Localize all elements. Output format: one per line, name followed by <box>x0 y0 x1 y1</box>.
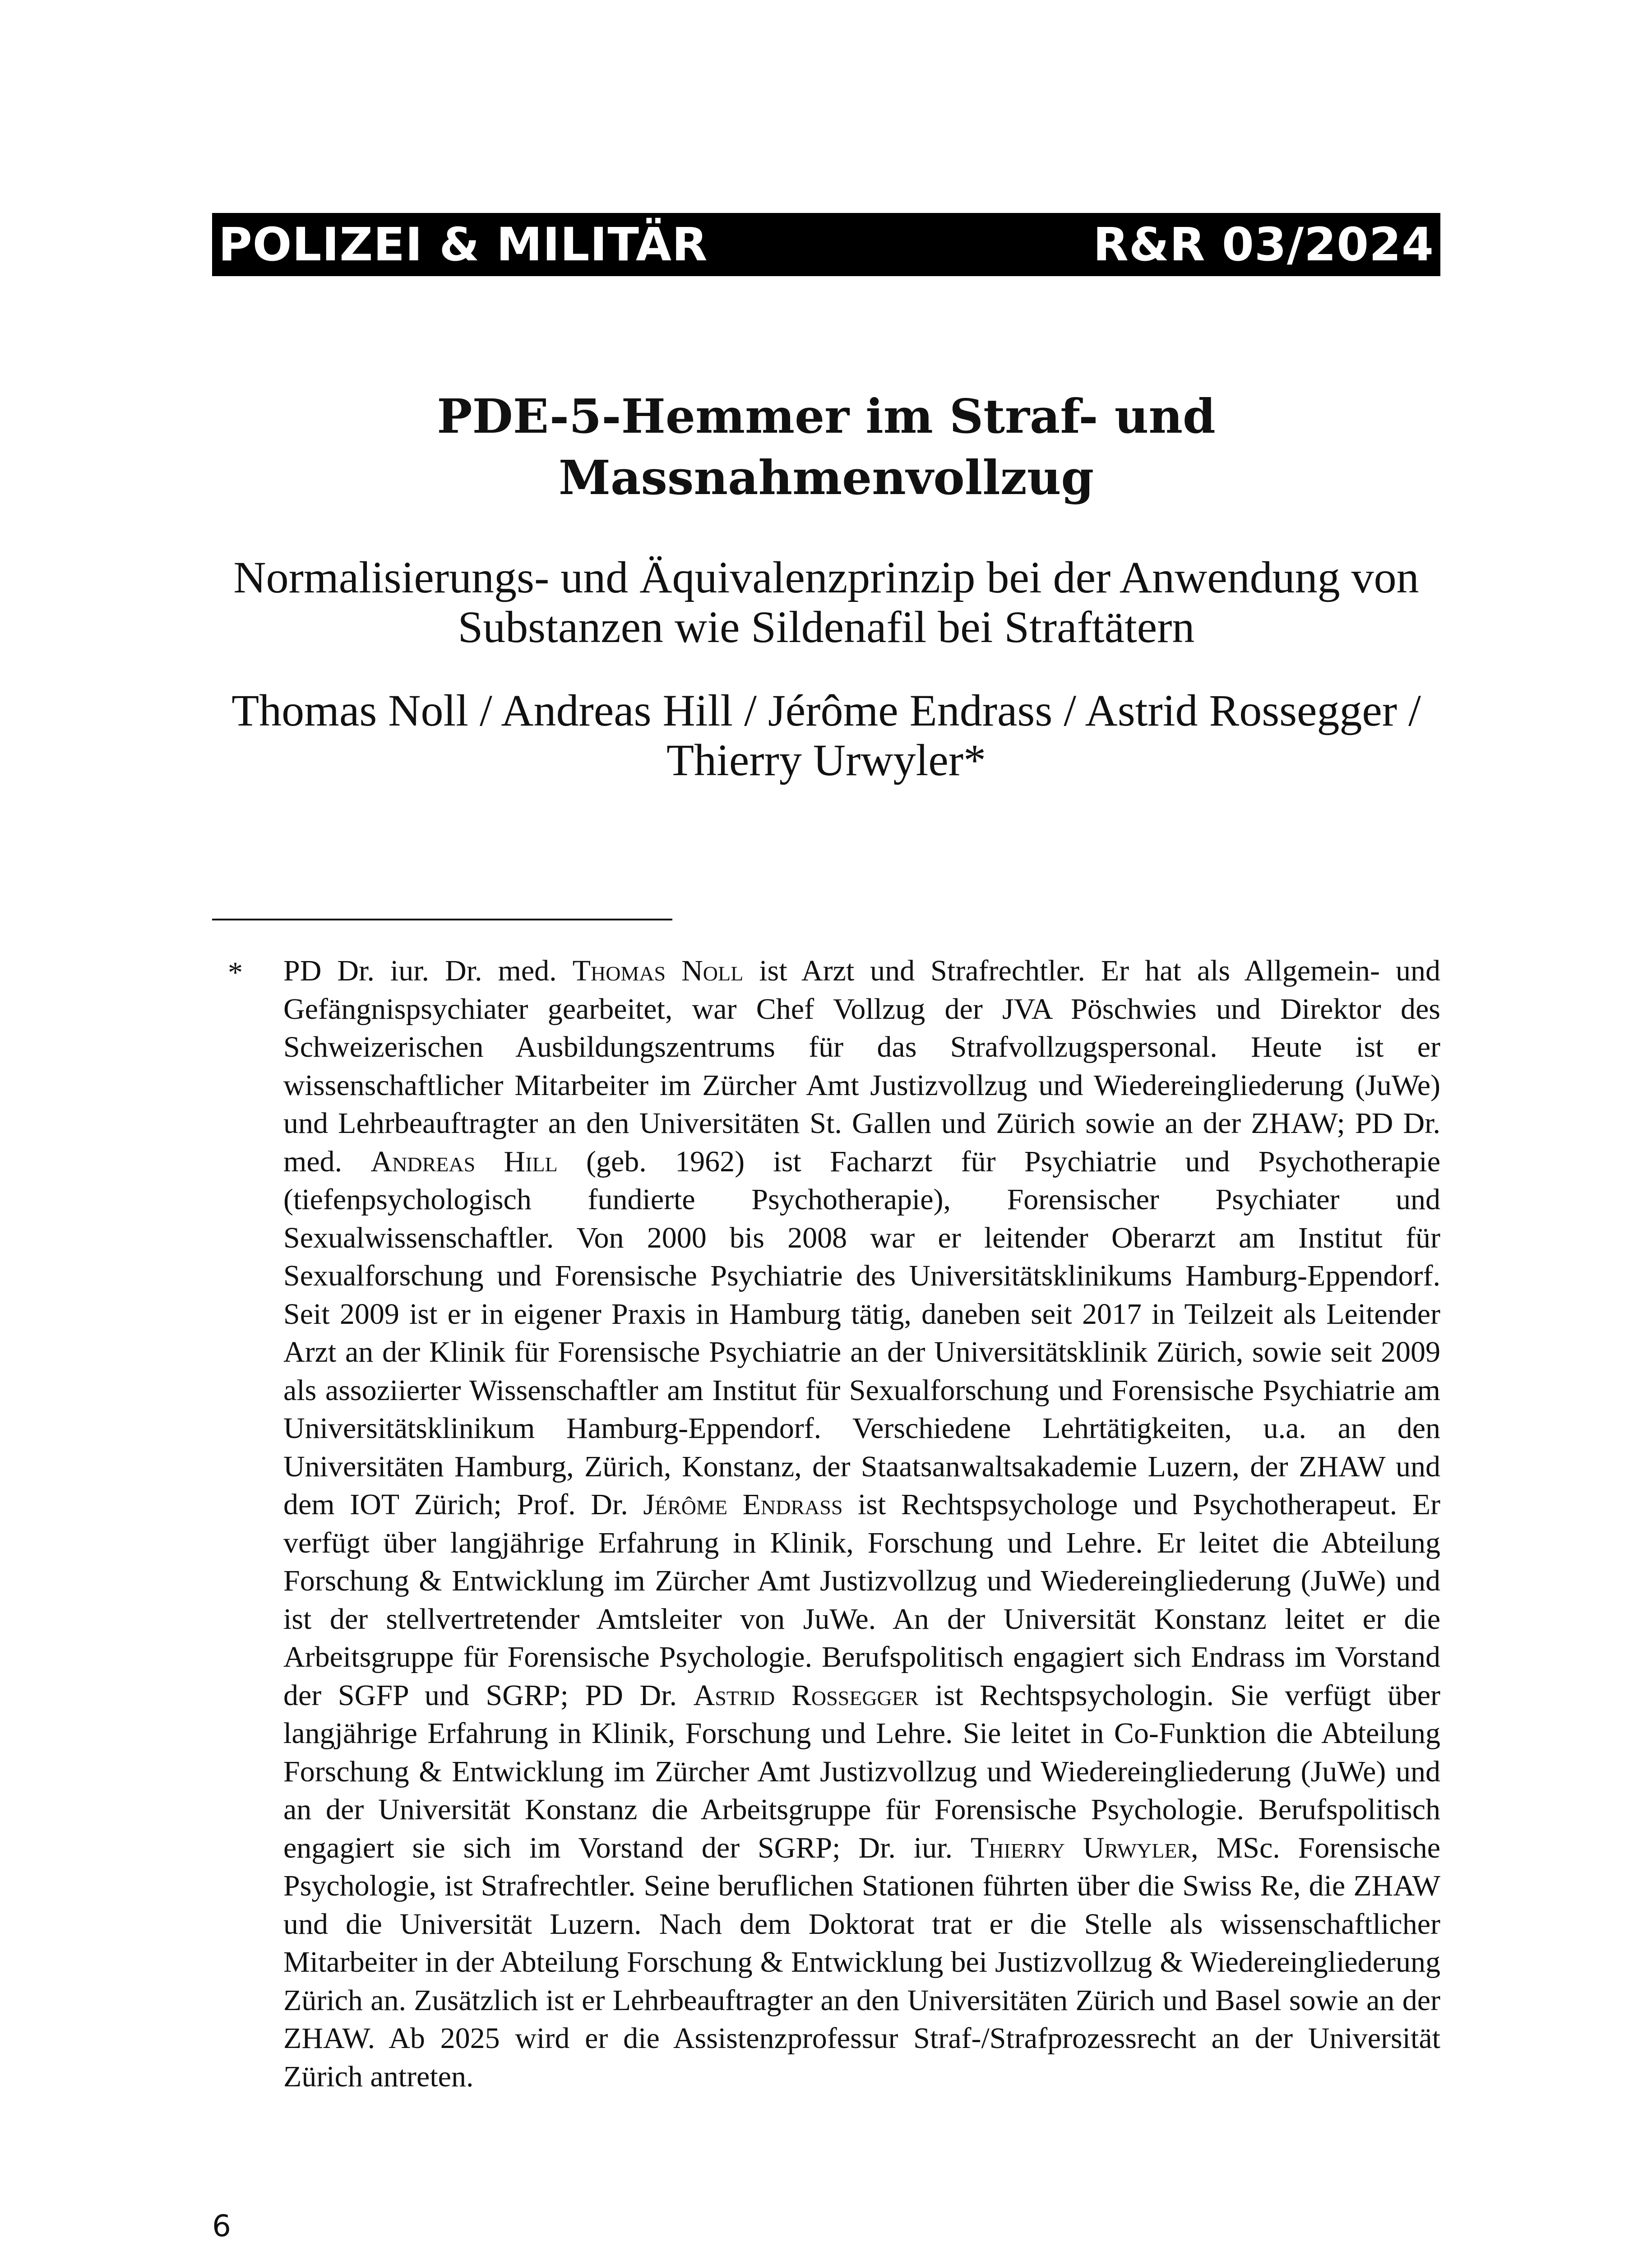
footnote-segment: (geb. 1962) ist Facharzt für Psychiatrie und Psychotherapie (tiefenpsychologisch fundierte Psychotherapie), Forensischer Psychiater und Sexualwissenschaftler. Von 2000 bis 2008 war er leitender Oberarzt am Institut für Sexualforschung und Forensische Psychiatrie des Universitätsklinikums Hamburg-Eppendorf. Seit 2009 ist er in eigener Praxis in Hamburg tätig, daneben seit 2017 in Teilzeit als Leitender Arzt an der Klinik für Forensische Psychiatrie an der Universitätsklinik Zürich, sowie seit 2009 als assoziierter Wissenschaftler am Institut für Sexualforschung und Forensische Psychiatrie am Universitätsklinikum Hamburg-Eppendorf. Verschiedene Lehrtätigkeiten, u.a. an den Universitäten Hamburg, Zürich, Konstanz, der Staatsanwaltsakademie Luzern, der ZHAW und dem IOT Zürich; Prof. Dr. <box>283 1145 1441 1521</box>
footnote-segment: ist Rechtspsychologe und Psychotherapeut. Er verfügt über langjährige Erfahrung in Klinik, Forschung und Lehre. Er leitet die Abteilung Forschung & Entwicklung im Zürcher Amt Justizvollzug und Wiedereingliederung (JuWe) und ist der stellvertretender Amtsleiter von JuWe. An der Universität Konstanz leitet er die Arbeitsgruppe für Forensische Psychologie. Berufspolitisch engagiert sich Endrass im Vorstand der SGFP und SGRP; PD Dr. <box>283 1488 1440 1712</box>
footnote-segment: PD Dr. iur. Dr. med. <box>283 954 573 987</box>
footnote-segment: ist Arzt und Strafrechtler. Er hat als Allgemein- und Gefängnispsychiater gearbeitet, war Chef Vollzug der JVA Pöschwies und Direktor des Schweizerischen Ausbildungszentrums für das Strafvollzugspersonal. Heute ist er wissenschaftlicher Mitarbeiter im Zürcher Amt Justizvollzug und Wiedereingliederung (JuWe) und Lehrbeauftragter an den Universitäten St. Gallen und Zürich sowie an der ZHAW; PD Dr. med. <box>283 954 1440 1178</box>
article-subtitle: Normalisierungs- und Äquivalenzprinzip bei der Anwendung von Substanzen wie Sildenafil bei Straftätern <box>233 552 1419 652</box>
authors-names: Thomas Noll / Andreas Hill / Jérôme Endrass / Astrid Rossegger / Thierry Urwyler <box>231 685 1421 785</box>
page-number: 6 <box>212 2209 231 2243</box>
author-name-urwyler: Thierry Urwyler <box>970 1831 1191 1864</box>
author-name-rossegger: Astrid Rossegger <box>693 1678 919 1712</box>
footnote-text <box>283 952 1440 2096</box>
author-name-endrass: Jérôme Endrass <box>643 1488 843 1521</box>
footnote-marker: * <box>228 956 243 989</box>
author-name-hill: Andreas Hill <box>370 1145 558 1178</box>
article-title: PDE-5-Hemmer im Straf- und Massnahmenvollzug <box>437 388 1216 505</box>
footnote-segment: ist Rechtspsychologin. Sie verfügt über langjährige Erfahrung in Klinik, Forschung und Lehre. Sie leitet in Co-Funktion die Abteilung Forschung & Entwicklung im Zürcher Amt Justizvollzug und Wiedereingliederung (JuWe) und an der Universität Konstanz die Arbeitsgruppe für Forensische Psychologie. Berufspolitisch engagiert sie sich im Vorstand der SGRP; Dr. iur. <box>283 1678 1441 1864</box>
footnote-segment: , MSc. Forensische Psychologie, ist Strafrechtler. Seine beruflichen Stationen führten über die Swiss Re, die ZHAW und die Universität Luzern. Nach dem Doktorat trat er die Stelle als wissenschaftlicher Mitarbeiter in der Abteilung Forschung & Entwicklung bei Justizvollzug & Wiedereingliederung Zürich an. Zusätzlich ist er Lehrbeauftragter an den Universitäten Zürich und Basel sowie an der ZHAW. Ab 2025 wird er die Assistenzprofessur Straf-/Strafprozessrecht an der Universität Zürich antreten. <box>283 1831 1440 2093</box>
footnote-divider <box>212 919 672 920</box>
section-label: POLIZEI & MILITÄR <box>218 217 708 272</box>
authors-footnote-marker: * <box>963 735 986 785</box>
article-authors <box>212 686 1440 785</box>
section-header-bar <box>212 213 1440 276</box>
author-name-noll: Thomas Noll <box>572 954 744 987</box>
issue-label: R&R 03/2024 <box>1093 217 1434 272</box>
